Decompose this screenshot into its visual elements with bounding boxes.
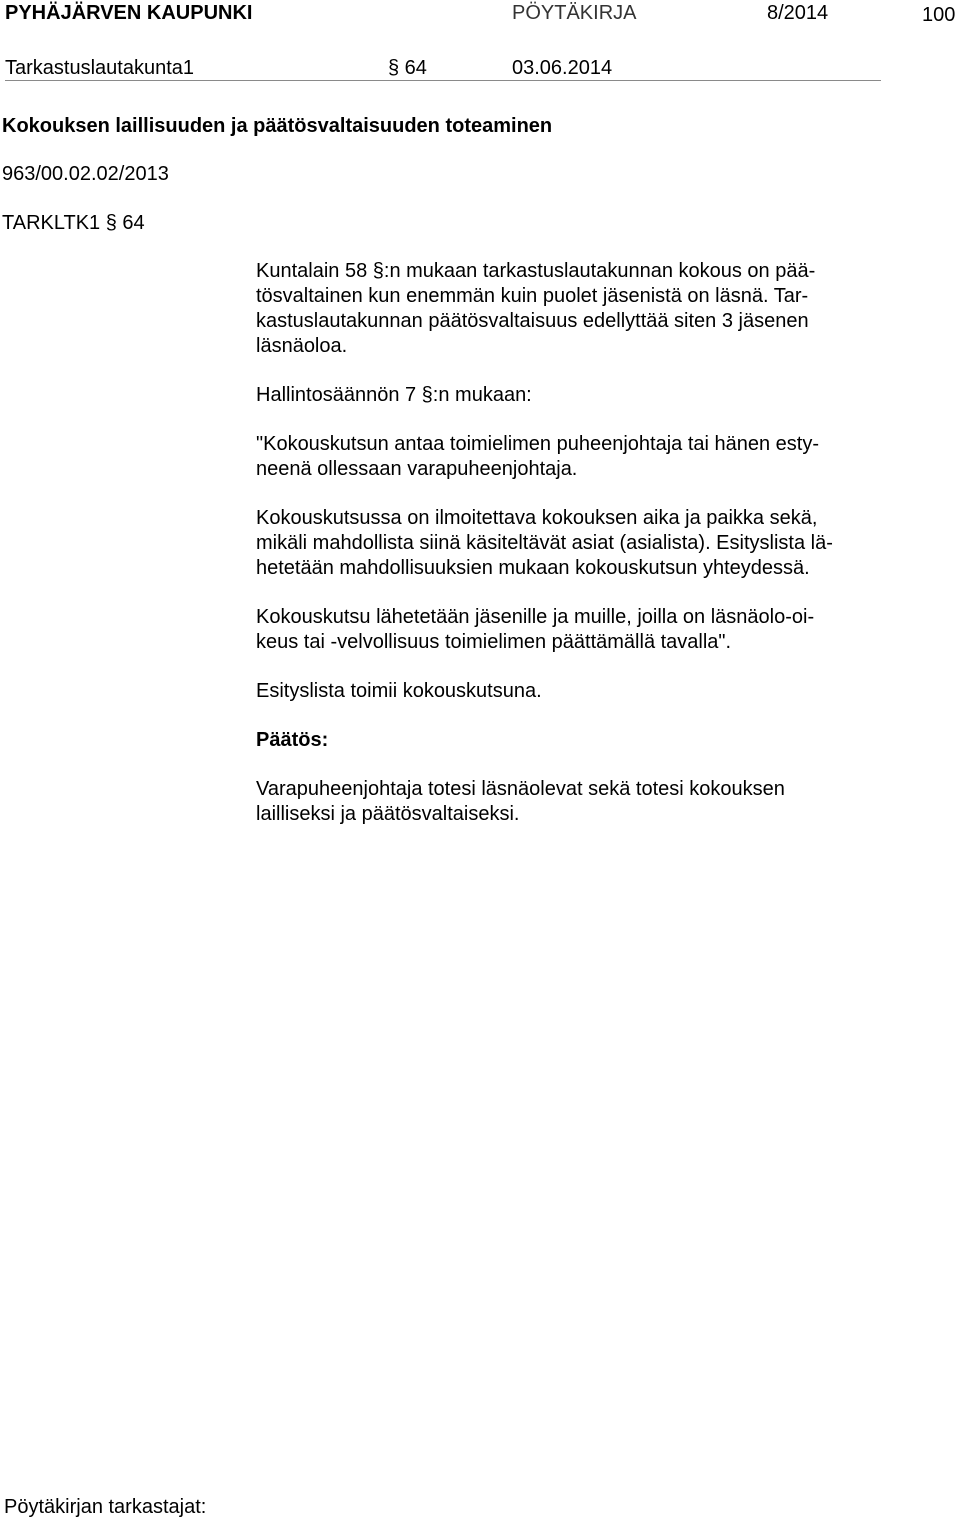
text-line: Kokouskutsussa on ilmoitettava kokouksen aika ja paikka sekä, xyxy=(256,507,818,529)
body-text xyxy=(256,259,866,851)
text-line: mikäli mahdollista siinä käsiteltävät asiat (asialista). Esityslista lä- xyxy=(256,532,833,554)
paragraph-agenda xyxy=(256,506,866,581)
text-line: "Kokouskutsun antaa toimielimen puheenjohtaja tai hänen esty- xyxy=(256,433,820,455)
text-line: Kuntalain 58 §:n mukaan tarkastuslautakunnan kokous on pää- xyxy=(256,260,816,282)
text-line: keus tai -velvollisuus toimielimen päättämällä tavalla". xyxy=(256,631,732,653)
paragraph-recipients xyxy=(256,605,866,655)
paragraph-regulation xyxy=(256,383,866,408)
organization-name: PYHÄJÄRVEN KAUPUNKI xyxy=(5,2,253,24)
text-line: hetetään mahdollisuuksien mukaan kokouskutsun yhteydessä. xyxy=(256,557,810,579)
decision-heading xyxy=(256,728,866,753)
text-line: Esityslista toimii kokouskutsuna. xyxy=(256,680,542,702)
document-reference: 963/00.02.02/2013 xyxy=(2,163,169,185)
board-name: Tarkastuslautakunta1 xyxy=(5,57,195,79)
document-type: PÖYTÄKIRJA xyxy=(512,2,637,24)
text-line: neenä ollessaan varapuheenjohtaja. xyxy=(256,458,578,480)
decision-heading-label: Päätös: xyxy=(256,729,329,751)
page-number: 100 xyxy=(922,4,956,26)
document-number: 8/2014 xyxy=(767,2,829,24)
footer-inspectors-label: Pöytäkirjan tarkastajat: xyxy=(4,1496,207,1518)
paragraph-agenda-invitation xyxy=(256,679,866,704)
section-number: § 64 xyxy=(388,57,427,79)
text-line: Kokouskutsu lähetetään jäsenille ja muille, joilla on läsnäolo-oi- xyxy=(256,606,815,628)
text-line: kastuslautakunnan päätösvaltaisuus edellyttää siten 3 jäsenen xyxy=(256,310,809,332)
board-reference: TARKLTK1 § 64 xyxy=(2,212,145,234)
paragraph-decision xyxy=(256,777,866,827)
text-line: tösvaltainen kun enemmän kuin puolet jäsenistä on läsnä. Tar- xyxy=(256,285,809,307)
text-line: Varapuheenjohtaja totesi läsnäolevat sekä totesi kokouksen xyxy=(256,778,785,800)
section-title: Kokouksen laillisuuden ja päätösvaltaisuuden toteaminen xyxy=(2,115,553,137)
header-divider xyxy=(5,80,881,81)
text-line: lailliseksi ja päätösvaltaiseksi. xyxy=(256,803,520,825)
text-line: läsnäoloa. xyxy=(256,335,348,357)
paragraph-quorum xyxy=(256,259,866,359)
text-line: Hallintosäännön 7 §:n mukaan: xyxy=(256,384,532,406)
meeting-date: 03.06.2014 xyxy=(512,57,613,79)
paragraph-invitation xyxy=(256,432,866,482)
